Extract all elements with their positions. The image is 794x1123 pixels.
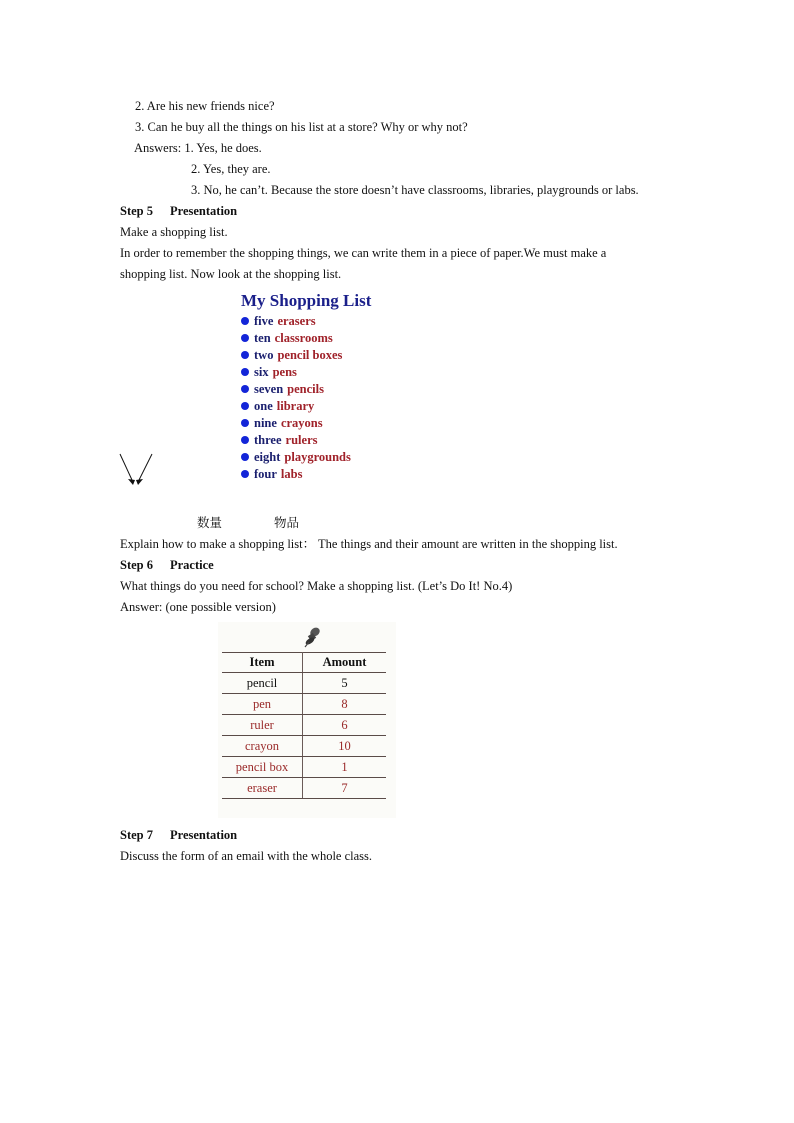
cell-amount: 1: [303, 757, 387, 778]
step5-line1: Make a shopping list.: [120, 225, 228, 239]
bullet-icon: [241, 402, 249, 410]
step6-heading: [120, 557, 214, 573]
list-item: [241, 449, 401, 466]
step6-line2: Answer: (one possible version): [120, 600, 276, 614]
item-quantity: ten: [254, 331, 271, 345]
step5-line3: shopping list. Now look at the shopping list.: [120, 267, 342, 281]
cell-item: ruler: [222, 715, 303, 736]
bullet-icon: [241, 334, 249, 342]
bullet-icon: [241, 385, 249, 393]
item-quantity: six: [254, 365, 269, 379]
answer-3: 3. No, he can’t. Because the store doesn’t have classrooms, libraries, playgrounds or labs.: [191, 183, 639, 197]
list-item: [241, 415, 401, 432]
shopping-list-figure: [241, 290, 401, 483]
item-thing: pens: [272, 365, 297, 379]
bullet-icon: [241, 436, 249, 444]
list-item: [241, 347, 401, 364]
step5-number: Step 5: [120, 204, 153, 218]
bullet-icon: [241, 351, 249, 359]
step6-number: Step 6: [120, 558, 153, 572]
bullet-icon: [241, 470, 249, 478]
answers-label: Answers:: [134, 141, 185, 155]
table-row: [222, 694, 386, 715]
item-quantity: four: [254, 467, 277, 481]
amount-table-figure: [218, 622, 396, 818]
item-thing: library: [276, 399, 315, 413]
item-thing: labs: [280, 467, 303, 481]
answer-2: 2. Yes, they are.: [191, 162, 271, 176]
list-item: [241, 466, 401, 483]
step5-heading: [120, 203, 237, 219]
item-thing: pencils: [287, 382, 324, 396]
step7-number: Step 7: [120, 828, 153, 842]
list-item: [241, 432, 401, 449]
table-row: [222, 673, 386, 694]
step6-title: Practice: [170, 558, 214, 572]
cell-amount: 8: [303, 694, 387, 715]
header-amount: Amount: [303, 653, 387, 673]
pushpin-icon: [302, 626, 322, 648]
step7-heading: [120, 827, 237, 843]
item-quantity: three: [254, 433, 282, 447]
item-thing: erasers: [277, 314, 316, 328]
cell-item: eraser: [222, 778, 303, 799]
explain-text: Explain how to make a shopping list： The things and their amount are written in the shopping list.: [120, 537, 618, 551]
table-row: [222, 715, 386, 736]
table-row: [222, 736, 386, 757]
shopping-list-title: My Shopping List: [241, 291, 372, 310]
table-row: [222, 778, 386, 799]
answer-1: [134, 140, 262, 156]
bullet-icon: [241, 419, 249, 427]
item-thing: playgrounds: [284, 450, 351, 464]
item-quantity: five: [254, 314, 274, 328]
quantity-label-cn: 数量: [197, 515, 223, 530]
item-label-cn: 物品: [274, 515, 300, 530]
question-3: 3. Can he buy all the things on his list at a store? Why or why not?: [135, 120, 468, 134]
bullet-icon: [241, 317, 249, 325]
item-thing: rulers: [285, 433, 318, 447]
bullet-icon: [241, 453, 249, 461]
step7-title: Presentation: [170, 828, 238, 842]
cell-item: pencil: [222, 673, 303, 694]
step6-line1: What things do you need for school? Make a shopping list. (Let’s Do It! No.4): [120, 579, 513, 593]
list-item: [241, 381, 401, 398]
list-item: [241, 330, 401, 347]
cell-amount: 6: [303, 715, 387, 736]
step5-line2: In order to remember the shopping things, we can write them in a piece of paper.We must make a: [120, 246, 607, 260]
item-quantity: one: [254, 399, 273, 413]
cell-amount: 7: [303, 778, 387, 799]
item-quantity: nine: [254, 416, 277, 430]
cell-item: pen: [222, 694, 303, 715]
cell-item: pencil box: [222, 757, 303, 778]
cell-amount: 5: [303, 673, 387, 694]
header-item: Item: [222, 653, 303, 673]
cell-amount: 10: [303, 736, 387, 757]
item-quantity: two: [254, 348, 274, 362]
step5-title: Presentation: [170, 204, 238, 218]
answer-1-text: 1. Yes, he does.: [184, 141, 262, 155]
list-item: [241, 364, 401, 381]
amount-table: [222, 652, 386, 799]
item-quantity: eight: [254, 450, 281, 464]
question-2: 2. Are his new friends nice?: [135, 99, 275, 113]
item-thing: pencil boxes: [277, 348, 343, 362]
step7-line1: Discuss the form of an email with the whole class.: [120, 849, 373, 863]
list-item: [241, 313, 401, 330]
table-row: [222, 757, 386, 778]
item-thing: classrooms: [274, 331, 333, 345]
bullet-icon: [241, 368, 249, 376]
item-quantity: seven: [254, 382, 284, 396]
list-item: [241, 398, 401, 415]
converging-arrows-icon: [118, 452, 158, 488]
item-thing: crayons: [280, 416, 323, 430]
cell-item: crayon: [222, 736, 303, 757]
